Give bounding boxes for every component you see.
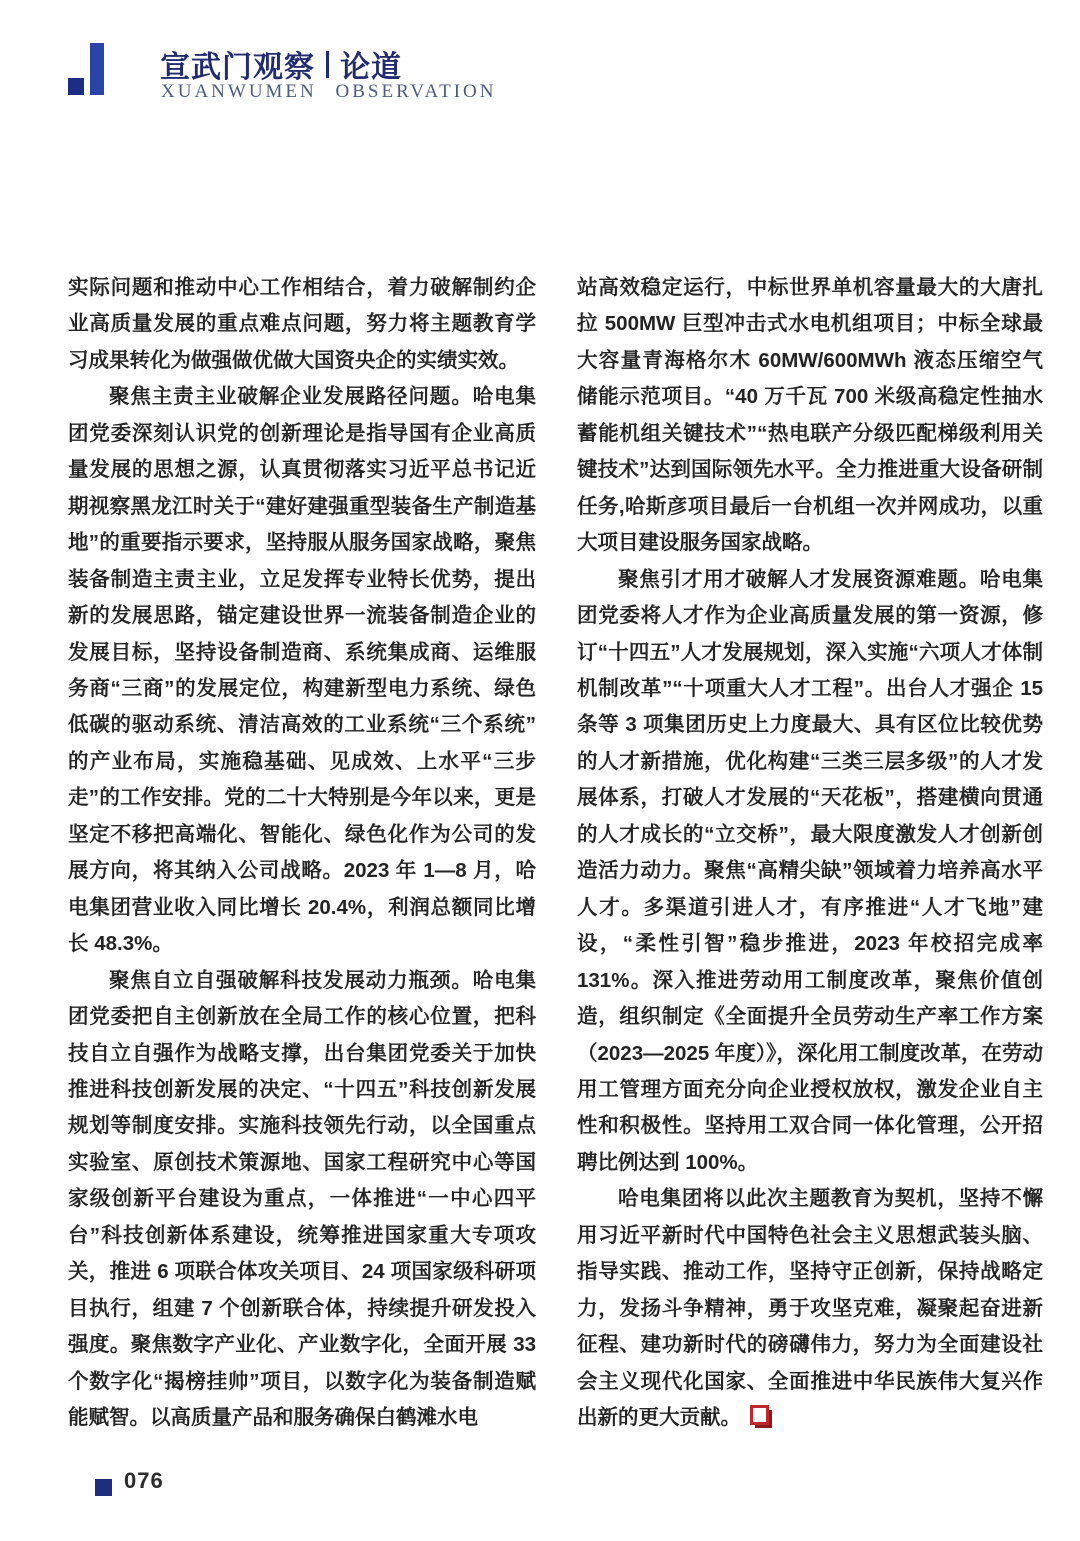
paragraph — [577, 1181, 1043, 1436]
logo-short-bar — [68, 78, 84, 95]
article-left-column — [68, 270, 536, 1437]
paragraph — [68, 379, 536, 962]
logo-tall-bar — [90, 43, 104, 95]
paragraph-text: 实际问题和推动中心工作相结合，着力破解制约企业高质量发展的重点难点问题，努力将主题教育学习成果转化为做强做优做大国资央企的实绩实效。 — [68, 276, 536, 372]
article-right-column — [577, 270, 1043, 1437]
paragraph-text: 站高效稳定运行，中标世界单机容量最大的大唐扎拉 500MW 巨型冲击式水电机组项目；中标全球最大容量青海格尔木 60MW/600MWh 液态压缩空气储能示范项目。“40 万千瓦 700 米级高稳定性抽水蓄能机组关键技术”“热电联产分级匹配梯级利用关键技术”达到国际领先水平。全力推进重大设备研制任务,哈斯彦项目最后一台机组一次并网成功，以重大项目建设服务国家战略。 — [577, 276, 1043, 555]
paragraph — [577, 562, 1043, 1182]
xuanwumen-logo-icon — [68, 43, 104, 95]
masthead-subtitle-en: XUANWUMEN OBSERVATION — [161, 81, 497, 102]
masthead-title-cn: 宣武门观察 — [160, 51, 315, 84]
masthead-title — [160, 42, 402, 86]
page-number: 076 — [124, 1468, 164, 1493]
paragraph — [68, 270, 536, 379]
paragraph-text: 聚焦主责主业破解企业发展路径问题。哈电集团党委深刻认识党的创新理论是指导国有企业高质量发展的思想之源，认真贯彻落实习近平总书记近期视察黑龙江时关于“建好建强重型装备生产制造基地”的重要指示要求，坚持服从服务国家战略，聚焦装备制造主责主业，立足发挥专业特长优势，提出新的发展思路，锚定建设世界一流装备制造企业的发展目标，坚持设备制造商、系统集成商、运维服务商“三商”的发展定位，构建新型电力系统、绿色低碳的驱动系统、清洁高效的工业系统“三个系统”的产业布局，实施稳基础、见成效、上水平“三步走”的工作安排。党的二十大特别是今年以来，更是坚定不移把高端化、智能化、绿色化作为公司的发展方向，将其纳入公司战略。2023 年 1—8 月，哈电集团营业收入同比增长 20.4%，利润总额同比增长 48.3%。 — [68, 385, 536, 956]
paragraph — [68, 963, 536, 1437]
masthead-section-cn: 论道 — [340, 51, 402, 84]
article-end-icon — [750, 1405, 769, 1425]
paragraph-text: 聚焦引才用才破解人才发展资源难题。哈电集团党委将人才作为企业高质量发展的第一资源，修订“十四五”人才发展规划，深入实施“六项人才体制机制改革”“十项重大人才工程”。出台人才强企 15 条等 3 项集团历史上力度最大、具有区位比较优势的人才新措施，优化构建“三类三层多级”的人才发展体系，打破人才发展的“天花板”，搭建横向贯通的人才成长的“立交桥”，最大限度激发人才创新创造活力动力。聚焦“高精尖缺”领域着力培养高水平人才。多渠道引进人才，有序推进“人才飞地”建设，“柔性引智”稳步推进，2023 年校招完成率 131%。深入推进劳动用工制度改革，聚焦价值创造，组织制定《全面提升全员劳动生产率工作方案（2023—2025 年度）》，深化用工制度改革，在劳动用工管理方面充分向企业授权放权，激发企业自主性和积极性。坚持用工双合同一体化管理，公开招聘比例达到 100%。 — [577, 567, 1043, 1174]
paragraph-text: 聚焦自立自强破解科技发展动力瓶颈。哈电集团党委把自主创新放在全局工作的核心位置，把科技自立自强作为战略支撑，出台集团党委关于加快推进科技创新发展的决定、“十四五”科技创新发展规划等制度安排。实施科技领先行动，以全国重点实验室、原创技术策源地、国家工程研究中心等国家级创新平台建设为重点，一体推进“一中心四平台”科技创新体系建设，统筹推进国家重大专项攻关，推进 6 项联合体攻关项目、24 项国家级科研项目执行，组建 7 个创新联合体，持续提升研发投入强度。聚焦数字产业化、产业数字化，全面开展 33 个数字化“揭榜挂帅”项目，以数字化为装备制造赋能赋智。以高质量产品和服务确保白鹤滩水电 — [68, 968, 536, 1430]
paragraph — [577, 270, 1043, 562]
paragraph-text: 哈电集团将以此次主题教育为契机，坚持不懈用习近平新时代中国特色社会主义思想武装头脑、指导实践、推动工作，坚持守正创新，保持战略定力，发扬斗争精神，勇于攻坚克难，凝聚起奋进新征程、建功新时代的磅礴伟力，努力为全面建设社会主义现代化国家、全面推进中华民族伟大复兴作出新的更大贡献。 — [577, 1187, 1043, 1430]
masthead-divider — [326, 51, 329, 78]
page-number-marker-icon — [95, 1479, 112, 1496]
